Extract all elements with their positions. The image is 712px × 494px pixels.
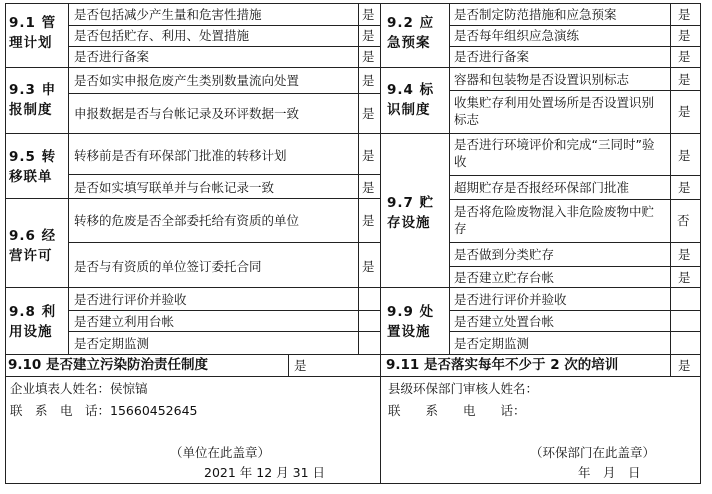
item-question: 是否进行备案 bbox=[454, 49, 530, 64]
item-question: 是否定期监测 bbox=[74, 336, 150, 351]
item-question: 是否进行评价并验收 bbox=[454, 292, 567, 307]
rule bbox=[68, 93, 380, 94]
item-question: 是否建立贮存台帐 bbox=[454, 270, 555, 285]
section-title-9-4: 9.4 标 识制度 bbox=[387, 82, 435, 118]
rule bbox=[68, 25, 380, 26]
rule bbox=[449, 199, 700, 200]
item-answer: 是 bbox=[678, 180, 691, 195]
item-answer: 是 bbox=[678, 104, 691, 119]
rule bbox=[5, 133, 700, 134]
item-answer: 是 bbox=[678, 28, 691, 43]
item-answer: 是 bbox=[678, 7, 691, 22]
rule bbox=[5, 287, 700, 288]
item-answer: 是 bbox=[362, 106, 375, 121]
item-question: 是否制定防范措施和应急预案 bbox=[454, 7, 617, 22]
county-sign-date: 年 月 日 bbox=[578, 465, 641, 480]
rule bbox=[449, 90, 700, 91]
item-question: 收集贮存利用处置场所是否设置识别标志 bbox=[454, 95, 655, 127]
item-question: 是否定期监测 bbox=[454, 336, 530, 351]
item-question: 超期贮存是否报经环保部门批准 bbox=[454, 180, 630, 195]
rule bbox=[5, 3, 700, 4]
row-9-11-answer: 是 bbox=[678, 358, 691, 373]
item-question: 转移的危废是否全部委托给有资质的单位 bbox=[74, 213, 300, 228]
section-title-9-1: 9.1 管 理计划 bbox=[9, 15, 57, 51]
item-question: 是否将危险废物混入非危险废物中贮存 bbox=[454, 204, 655, 236]
rule bbox=[449, 175, 700, 176]
section-title-9-9: 9.9 处 置设施 bbox=[387, 304, 435, 340]
rule bbox=[68, 3, 69, 355]
company-sign-date: 2021 年 12 月 31 日 bbox=[204, 465, 325, 480]
rule bbox=[700, 3, 701, 484]
item-question: 是否进行评价并验收 bbox=[74, 292, 187, 307]
item-answer: 是 bbox=[362, 213, 375, 228]
rule bbox=[449, 3, 450, 355]
item-question: 是否建立利用台帐 bbox=[74, 314, 175, 329]
rule bbox=[449, 310, 700, 311]
item-question: 转移前是否有环保部门批准的转移计划 bbox=[74, 148, 287, 163]
item-question: 申报数据是否与台帐记录及环评数据一致 bbox=[74, 106, 300, 121]
item-answer: 是 bbox=[362, 148, 375, 163]
rule bbox=[5, 376, 700, 377]
company-phone-field bbox=[10, 402, 198, 419]
item-answer: 是 bbox=[678, 247, 691, 262]
item-answer: 是 bbox=[678, 49, 691, 64]
rule bbox=[449, 46, 700, 47]
company-rep-name: 侯惊镐 bbox=[110, 381, 148, 396]
section-title-9-2: 9.2 应 急预案 bbox=[387, 15, 435, 51]
county-reviewer-label: 县级环保部门审核人姓名： bbox=[388, 381, 539, 396]
rule bbox=[5, 67, 700, 68]
item-question: 是否包括贮存、利用、处置措施 bbox=[74, 28, 250, 43]
item-question: 是否每年组织应急演练 bbox=[454, 28, 580, 43]
item-answer: 是 bbox=[362, 28, 375, 43]
item-answer: 是 bbox=[362, 73, 375, 88]
item-question: 容器和包装物是否设置识别标志 bbox=[454, 72, 630, 87]
rule bbox=[68, 331, 380, 332]
section-title-9-3: 9.3 申 报制度 bbox=[9, 82, 57, 118]
rule bbox=[449, 25, 700, 26]
item-question: 是否包括减少产生量和危害性措施 bbox=[74, 7, 262, 22]
rule bbox=[68, 242, 380, 243]
section-title-9-8: 9.8 利 用设施 bbox=[9, 304, 57, 340]
rule bbox=[380, 3, 381, 484]
rule bbox=[5, 3, 6, 484]
rule bbox=[68, 174, 380, 175]
rule bbox=[288, 354, 289, 377]
item-answer: 是 bbox=[362, 259, 375, 274]
rule bbox=[449, 266, 700, 267]
county-phone-label: 联 系 电 话： bbox=[388, 403, 526, 418]
company-phone-label: 联 系 电 话： bbox=[10, 403, 111, 418]
rule bbox=[670, 354, 671, 377]
section-title-9-7: 9.7 贮 存设施 bbox=[387, 195, 435, 231]
section-title-9-5: 9.5 转 移联单 bbox=[9, 149, 57, 185]
section-title-9-6: 9.6 经 营许可 bbox=[9, 228, 57, 264]
item-question: 是否与有资质的单位签订委托合同 bbox=[74, 259, 262, 274]
row-9-10-question: 9.10 是否建立污染防治责任制度 bbox=[8, 357, 209, 373]
rule bbox=[449, 331, 700, 332]
rule bbox=[358, 3, 359, 355]
item-answer: 是 bbox=[678, 270, 691, 285]
item-answer: 是 bbox=[678, 72, 691, 87]
rule bbox=[68, 46, 380, 47]
item-answer: 否 bbox=[677, 213, 690, 228]
company-seal-note: （单位在此盖章） bbox=[170, 445, 271, 460]
item-question: 是否建立处置台帐 bbox=[454, 314, 555, 329]
item-question: 是否进行备案 bbox=[74, 49, 150, 64]
rule bbox=[449, 242, 700, 243]
item-answer: 是 bbox=[362, 7, 375, 22]
row-9-11-question: 9.11 是否落实每年不少于 2 次的培训 bbox=[386, 357, 619, 373]
item-answer: 是 bbox=[678, 148, 691, 163]
item-question: 是否进行环境评价和完成“三同时”验收 bbox=[454, 137, 655, 169]
company-rep-field bbox=[10, 380, 148, 397]
item-answer: 是 bbox=[362, 49, 375, 64]
item-answer: 是 bbox=[362, 180, 375, 195]
item-question: 是否如实填写联单并与台帐记录一致 bbox=[74, 180, 275, 195]
company-phone-value: 15660452645 bbox=[110, 403, 198, 418]
rule bbox=[5, 198, 380, 199]
rule bbox=[670, 3, 671, 355]
item-question: 是否如实申报危废产生类别数量流向处置 bbox=[74, 73, 300, 88]
rule bbox=[5, 483, 700, 484]
row-9-10-answer: 是 bbox=[294, 358, 307, 373]
rule bbox=[68, 310, 380, 311]
rule bbox=[5, 354, 700, 355]
county-seal-note: （环保部门在此盖章） bbox=[530, 445, 656, 460]
item-question: 是否做到分类贮存 bbox=[454, 247, 555, 262]
company-rep-label: 企业填表人姓名： bbox=[10, 381, 111, 396]
